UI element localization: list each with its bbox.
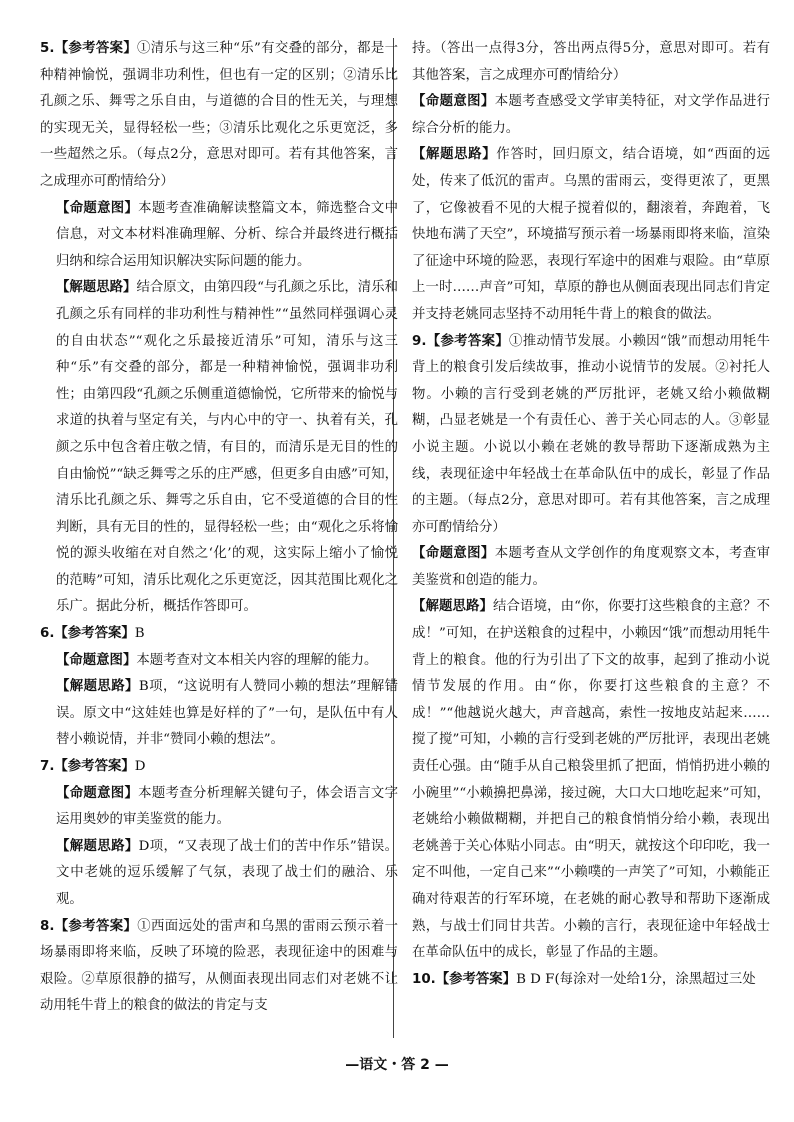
right-column: [412, 36, 770, 993]
question-number: 6.: [40, 626, 55, 642]
q7-intent: [40, 781, 398, 834]
q8-answer-continued: [412, 36, 770, 89]
answer-text: B: [134, 626, 145, 642]
idea-tag: 【解题思路】: [412, 147, 497, 163]
question-number: 9.: [412, 333, 427, 349]
page-footer: —语文・答 2 —: [345, 1057, 449, 1073]
answer-tag: 【参考答案】: [426, 333, 510, 349]
answer-text: ①西面远处的雷声和乌黑的雷雨云预示着一场暴雨即将来临，反映了环境的险恶，表现征途中的困难与艰险。②草原很静的描写，从侧面表现出同志们对老姚不让动用牦牛背上的粮食的做法的肯定与支: [40, 918, 399, 1014]
answer-text: B D F(每涂对一处给1分，涂黑超过三处: [516, 971, 756, 987]
idea-text: D项，“又表现了战士们的苦中作乐”错误。文中老姚的逗乐缓解了气氛，表现了战士们的融洽、乐观。: [56, 838, 399, 907]
q6-answer: [40, 621, 398, 648]
idea-text: 结合语境，由“你，你要打这些粮食的主意？不成！”可知，在护送粮食的过程中，小赖因“饿”而想动用牦牛背上的粮食。他的行为引出了下文的故事，起到了推动小说情节发展的作用。由“你，你要打这些粮食的主意？不成！”“他越说火越大，声音越高，索性一按地皮站起来……搅了搅”可知，小赖的言行受到老姚的严厉批评，表现出老姚责任心强。由“随手从自己粮袋里抓了把面，悄悄扔进小赖的小碗里”“小赖擤把鼻涕，接过碗，大口大口地吃起来”可知，老姚给小赖做糊糊，并把自己的粮食悄悄分给小赖，表现出老姚善于关心体贴小同志。由“明天，就按这个印印吃，我一定不叫他，一定自己来”“小赖噗的一声笑了”可知，小赖能正确对待艰苦的行军环境，在老姚的耐心教导和帮助下逐渐成熟，与战士们同甘共苦。小赖的言行，表现征途中年轻战士在革命队伍中的成长，彰显了作品的主题。: [412, 599, 770, 961]
question-number: 8.: [40, 918, 55, 934]
q6-intent: [40, 648, 398, 675]
idea-tag: 【解题思路】: [56, 679, 139, 695]
q5-answer: [40, 36, 398, 196]
idea-tag: 【解题思路】: [56, 280, 137, 296]
answer-tag: 【参考答案】: [54, 759, 135, 775]
question-number: 10.: [412, 971, 436, 987]
question-number: 7.: [40, 759, 55, 775]
answer-tag: 【参考答案】: [435, 971, 517, 987]
q7-idea: [40, 834, 398, 914]
intent-tag: 【命题意图】: [56, 200, 139, 216]
question-number: 5.: [40, 41, 55, 56]
intent-text: 本题考查对文本相关内容的理解的能力。: [136, 652, 378, 668]
intent-text: 本题考查分析理解关键句子，体会语言文字运用奥妙的审美鉴赏的能力。: [56, 785, 399, 828]
intent-tag: 【命题意图】: [56, 785, 139, 801]
q8-intent: [412, 89, 770, 142]
idea-tag: 【解题思路】: [56, 838, 139, 854]
intent-tag: 【命题意图】: [412, 546, 495, 562]
answer-tag: 【参考答案】: [54, 41, 138, 56]
q10-answer: [412, 967, 770, 994]
answer-text: ①推动情节发展。小赖因“饿”而想动用牦牛背上的粮食引发后续故事，推动小说情节的发展。②衬托人物。小赖的言行受到老姚的严厉批评，老姚又给小赖做糊糊，凸显老姚是一个有责任心、善于关心同志的人。③彰显小说主题。小说以小赖在老姚的教导帮助下逐渐成熟为主线，表现征途中年轻战士在革命队伍中的成长，彰显了作品的主题。（每点2分，意思对即可。若有其他答案，言之成理亦可酌情给分）: [412, 333, 770, 535]
q8-idea: [412, 142, 770, 328]
idea-text: 结合原文，由第四段“与孔颜之乐比，清乐和孔颜之乐有同样的非功利性与精神性”“虽然同样强调心灵的自由状态”“观化之乐最接近清乐”可知，清乐与这三种“乐”有交叠的部分，都是一种精神愉悦，强调非功利性；由第四段“孔颜之乐侧重道德愉悦，它所带来的愉悦与求道的执着与坚定有关，与内心中的守一、执着有关，孔颜之乐中包含着庄敬之情，有目的，而清乐是无目的性的自由愉悦”“缺乏舞雩之乐的庄严感，但更多自由感”可知，清乐比孔颜之乐、舞雩之乐自由，它不受道德的合目的性判断，具有无目的性的，显得轻松一些；由“观化之乐将愉悦的源头收缩在对自然之‘化’的观，这实际上缩小了愉悦的范畴”可知，清乐比观化之乐更宽泛，因其范围比观化之乐广。据此分析，概括作答即可。: [56, 280, 398, 615]
idea-tag: 【解题思路】: [412, 599, 494, 615]
q6-idea: [40, 674, 398, 754]
intent-text: 本题考查感受文学审美特征，对文学作品进行综合分析的能力。: [412, 94, 771, 136]
answer-text: D: [134, 759, 146, 775]
answer-tag: 【参考答案】: [54, 918, 138, 934]
idea-text: B项，“这说明有人赞同小赖的想法”理解错误。原文中“这娃娃也算是好样的了”一句，是队伍中有人替小赖说情，并非“赞同小赖的想法”。: [56, 679, 399, 748]
q8-answer: [40, 914, 398, 1020]
q7-answer: [40, 754, 398, 781]
intent-text: 本题考查从文学创作的角度观察文本，考查审美鉴赏和创造的能力。: [412, 546, 771, 588]
intent-text: 本题考查准确解读整篇文本，筛选整合文中信息，对文本材料准确理解、分析、综合并最终进行概括归纳和综合运用知识解决实际问题的能力。: [56, 200, 399, 269]
q5-idea: [40, 275, 398, 621]
q5-intent: [40, 196, 398, 276]
intent-tag: 【命题意图】: [56, 652, 137, 668]
answer-text: ①清乐与这三种“乐”有交叠的部分，都是一种精神愉悦，强调非功利性，但也有一定的区别；②清乐比孔颜之乐、舞雩之乐自由，与道德的合目的性无关，与理想的实现无关，显得轻松一些；③清乐比观化之乐更宽泛，多一些超然之乐。（每点2分，意思对即可。若有其他答案，言之成理亦可酌情给分）: [40, 41, 398, 189]
idea-text: 作答时，回归原文，结合语境，如“西面的远处，传来了低沉的雷声。乌黑的雷雨云，变得更浓了，更黑了，它像被看不见的大棍子搅着似的，翻滚着，奔跑着，飞快地布满了天空”，环境描写预示着一场暴雨即将来临，渲染了征途中环境的险恶，表现行军途中的困难与艰险。由“草原上一时……声音”可知，草原的静也从侧面表现出同志们肯定并支持老姚同志坚持不动用牦牛背上的粮食的做法。: [412, 147, 770, 322]
q9-idea: [412, 594, 770, 966]
answer-tag: 【参考答案】: [54, 626, 135, 642]
left-column: [40, 36, 398, 1020]
answer-text: 持。（答出一点得3分，答出两点得5分，意思对即可。若有其他答案，言之成理亦可酌情给分）: [412, 41, 770, 83]
q9-intent: [412, 541, 770, 594]
intent-tag: 【命题意图】: [412, 94, 495, 110]
q9-answer: [412, 329, 770, 542]
